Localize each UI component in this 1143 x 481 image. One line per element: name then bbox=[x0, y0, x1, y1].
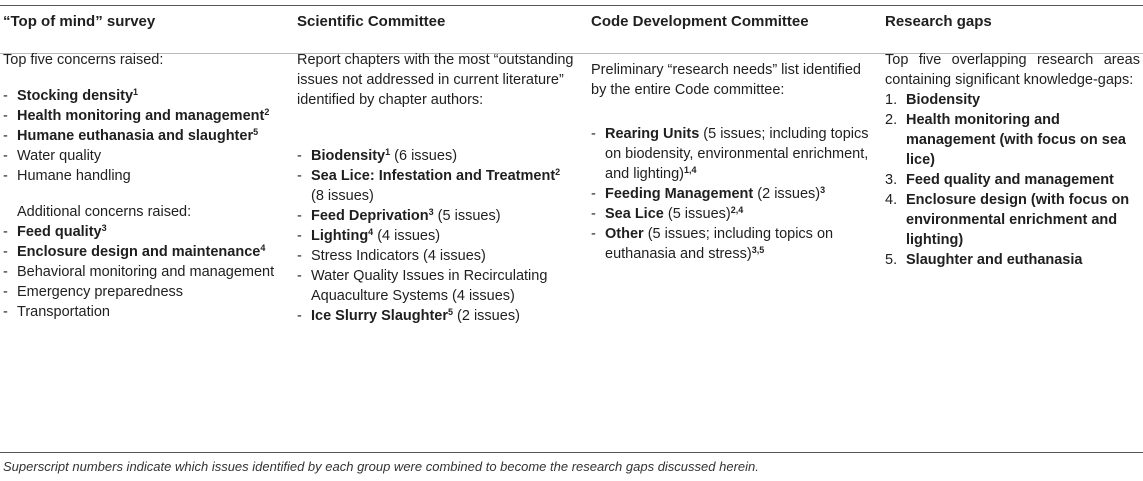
list-item: 2. Health monitoring and management (with focus on sea lice) bbox=[885, 112, 1126, 168]
list-item: - Emergency preparedness bbox=[3, 284, 184, 300]
research-gaps-list bbox=[885, 90, 1140, 270]
list-item: - Feed Deprivation$^3$ (5 issues) bbox=[297, 207, 501, 224]
column-intro: Report chapters with the most “outstanding issues not addressed in current literature” identified by chapter authors: bbox=[297, 52, 574, 108]
list-item: 5. Slaughter and euthanasia bbox=[885, 252, 1083, 268]
list-item: - Humane handling bbox=[3, 168, 131, 184]
list-item: - Lighting$^4$ (4 issues) bbox=[297, 227, 441, 244]
top-concerns-list bbox=[3, 86, 283, 186]
column-scientific-committee bbox=[297, 0, 577, 326]
list-item: - Transportation bbox=[3, 304, 110, 320]
column-research-gaps bbox=[885, 0, 1140, 270]
list-item: - Other (5 issues; including topics on euthanasia and stress)$^{3,5}$ bbox=[591, 226, 834, 262]
list-item: - Water quality bbox=[3, 148, 102, 164]
list-item: - Humane euthanasia and slaughter$^5$ bbox=[3, 127, 259, 144]
list-item: 3. Feed quality and management bbox=[885, 172, 1114, 188]
additional-concerns-list bbox=[3, 222, 283, 322]
list-item: - Stress Indicators (4 issues) bbox=[297, 248, 486, 264]
list-item: - Sea Lice: Infestation and Treatment$^2$ (8 issues) bbox=[297, 167, 561, 204]
list-item: - Enclosure design and maintenance$^4$ bbox=[3, 243, 266, 260]
list-item: - Feeding Management (2 issues)$^3$ bbox=[591, 185, 826, 202]
column-header: Scientific Committee bbox=[297, 13, 446, 30]
column-intro: Top five concerns raised: bbox=[3, 52, 164, 68]
column-header: “Top of mind” survey bbox=[3, 13, 156, 30]
table-footnote: Superscript numbers indicate which issues identified by each group were combined to become the research gaps discussed herein. bbox=[3, 459, 759, 474]
additional-concerns-label: Additional concerns raised: bbox=[17, 204, 192, 220]
research-needs-list bbox=[591, 124, 873, 264]
list-item: - Sea Lice (5 issues)$^{2,4}$ bbox=[591, 205, 744, 222]
list-item: - Ice Slurry Slaughter$^5$ (2 issues) bbox=[297, 307, 520, 324]
chapter-issues-list bbox=[297, 146, 577, 326]
column-top-of-mind-survey bbox=[3, 0, 283, 322]
table-bottom-rule bbox=[0, 452, 1143, 453]
list-item: - Water Quality Issues in Recirculating Aquaculture Systems (4 issues) bbox=[297, 268, 548, 304]
list-item: 1. Biodensity bbox=[885, 92, 981, 108]
list-item: - Stocking density$^1$ bbox=[3, 87, 139, 104]
column-intro: Preliminary “research needs” list identified by the entire Code committee: bbox=[591, 62, 861, 98]
list-item: - Behavioral monitoring and management bbox=[3, 264, 275, 280]
column-header: Code Development Committee bbox=[591, 13, 809, 30]
list-item: - Rearing Units (5 issues; including topics on biodensity, environmental enrichment, and lighting)$^{1,4}$ bbox=[591, 126, 869, 182]
list-item: 4. Enclosure design (with focus on environmental enrichment and lighting) bbox=[885, 192, 1130, 248]
list-item: - Feed quality$^3$ bbox=[3, 223, 107, 240]
list-item: - Health monitoring and management$^2$ bbox=[3, 107, 270, 124]
column-code-development-committee bbox=[591, 0, 873, 264]
list-item: - Biodensity$^1$ (6 issues) bbox=[297, 147, 458, 164]
column-intro: Top five overlapping research areas containing significant knowledge-gaps: bbox=[885, 52, 1140, 88]
column-header: Research gaps bbox=[885, 13, 992, 30]
